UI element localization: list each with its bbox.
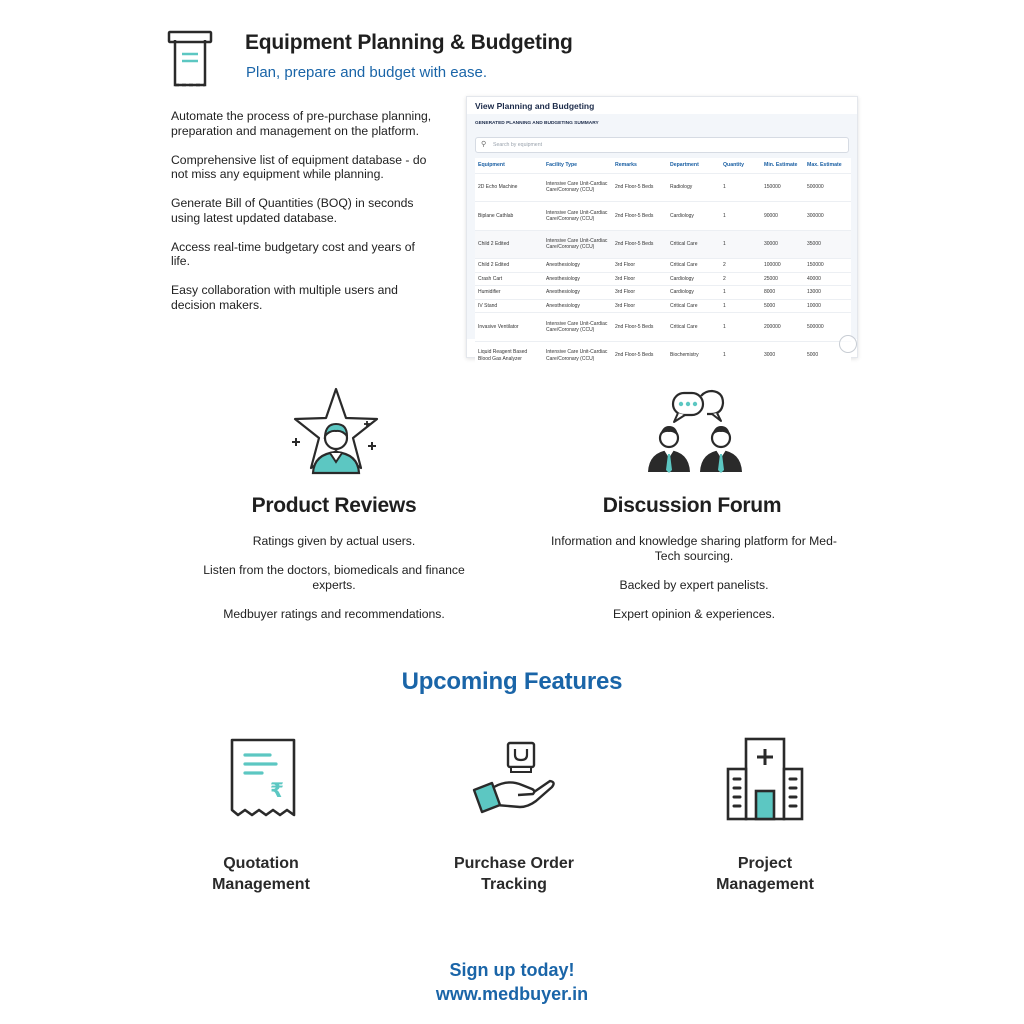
feature-text: Comprehensive list of equipment database - do not miss any equipment while planning. — [171, 152, 427, 182]
table-cell: 2 — [720, 259, 761, 273]
table-cell: Anesthesiology — [543, 286, 612, 300]
star-person-icon — [286, 386, 386, 476]
search-input[interactable] — [475, 137, 849, 153]
column-header[interactable]: Quantity — [723, 162, 745, 169]
feature-quotation-label: Quotation Management — [212, 855, 310, 893]
table-cell: Cardiology — [667, 286, 720, 300]
card-subtitle: GENERATED PLANNING AND BUDGETING SUMMARY — [475, 121, 599, 126]
feature-project-label: Project Management — [716, 855, 814, 893]
table-cell: Humidifier — [475, 286, 543, 300]
table-cell: 3rd Floor — [612, 272, 667, 286]
receipt-printer-icon — [168, 30, 226, 88]
column-header[interactable]: Facility Type — [546, 162, 578, 169]
table-cell: 500000 — [804, 173, 851, 202]
table-cell: Biplane Cathlab — [475, 202, 543, 231]
table-cell: 2 — [720, 272, 761, 286]
budget-table — [475, 158, 851, 370]
table-cell: 5000 — [761, 299, 804, 313]
table-cell: 2D Echo Machine — [475, 173, 543, 202]
planning-screenshot — [466, 96, 858, 362]
feature-text: Generate Bill of Quantities (BOQ) in seconds using latest updated database. — [171, 196, 414, 225]
table-cell: 35000 — [804, 230, 851, 259]
table-header-row — [475, 158, 851, 173]
hospital-building-icon — [722, 735, 812, 825]
table-cell: 2nd Floor-5 Beds — [612, 230, 667, 259]
table-cell: Critical Care — [667, 299, 720, 313]
table-cell: Invasive Ventilator — [475, 313, 543, 342]
table-cell: 1 — [720, 173, 761, 202]
table-cell: Child 2 Edited — [475, 259, 543, 273]
table-cell: Intensive Care Unit-Cardiac Care/Coronary (CCU) — [543, 341, 612, 370]
column-header[interactable]: Max. Estimate — [807, 162, 842, 169]
table-row[interactable] — [475, 173, 851, 202]
table-cell: 3rd Floor — [612, 299, 667, 313]
table-cell: 1 — [720, 230, 761, 259]
table-cell: 150000 — [761, 173, 804, 202]
feature-text: Automate the process of pre-purchase planning, preparation and management on the platform. — [171, 109, 432, 138]
table-cell: 3000 — [761, 341, 804, 370]
card-title: View Planning and Budgeting — [475, 101, 595, 111]
table-cell: Anesthesiology — [543, 299, 612, 313]
feature-text: Access real-time budgetary cost and years of life. — [171, 239, 415, 269]
search-icon: ⚲ — [481, 141, 487, 148]
two-people-chat-icon — [645, 386, 745, 476]
table-cell: 2nd Floor-5 Beds — [612, 202, 667, 231]
reviews-text — [200, 534, 468, 636]
table-cell: 40000 — [804, 272, 851, 286]
table-cell: Critical Care — [667, 259, 720, 273]
rupee-receipt-icon — [218, 735, 308, 825]
table-cell: Cardiology — [667, 272, 720, 286]
table-cell: 10000 — [804, 299, 851, 313]
forum-line: Information and knowledge sharing platform for Med-Tech sourcing. — [551, 534, 837, 563]
table-cell: Liquid Reagent Based Blood Gas Analyzer — [475, 341, 543, 370]
section-subtitle: Plan, prepare and budget with ease. — [246, 64, 488, 81]
column-header[interactable]: Remarks — [615, 162, 637, 169]
table-cell: 500000 — [804, 313, 851, 342]
table-cell: Critical Care — [667, 230, 720, 259]
table-cell: 25000 — [761, 272, 804, 286]
website-link[interactable]: www.medbuyer.in — [435, 984, 589, 1004]
scroll-handle[interactable] — [839, 335, 857, 353]
table-cell: IV Stand — [475, 299, 543, 313]
signup-cta: Sign up today! — [449, 960, 575, 980]
upcoming-title: Upcoming Features — [401, 668, 623, 695]
table-cell: 3rd Floor — [612, 286, 667, 300]
reviews-line: Ratings given by actual users. — [252, 534, 416, 548]
table-cell: 30000 — [761, 230, 804, 259]
feature-purchase-order-label: Purchase Order Tracking — [453, 855, 575, 893]
table-cell: Anesthesiology — [543, 259, 612, 273]
table-cell: 90000 — [761, 202, 804, 231]
table-cell: Intensive Care Unit-Cardiac Care/Coronary (CCU) — [543, 202, 612, 231]
table-row[interactable] — [475, 299, 851, 313]
table-cell: 1 — [720, 202, 761, 231]
table-cell: 300000 — [804, 202, 851, 231]
table-cell: Cardiology — [667, 202, 720, 231]
table-row[interactable] — [475, 313, 851, 342]
table-cell: 5000 — [804, 341, 851, 370]
table-cell: 100000 — [761, 259, 804, 273]
column-header[interactable]: Min. Estimate — [764, 162, 798, 169]
table-cell: Intensive Care Unit-Cardiac Care/Coronary (CCU) — [543, 313, 612, 342]
table-cell: Intensive Care Unit-Cardiac Care/Coronary (CCU) — [543, 173, 612, 202]
table-cell: 13000 — [804, 286, 851, 300]
search-placeholder: Search by equipment — [493, 142, 543, 148]
forum-line: Expert opinion & experiences. — [613, 606, 775, 621]
reviews-title: Product Reviews — [251, 494, 417, 517]
column-header[interactable]: Equipment — [478, 162, 505, 169]
table-cell: Critical Care — [667, 313, 720, 342]
feature-text: Easy collaboration with multiple users and decision makers. — [171, 283, 398, 312]
table-cell: Radiology — [667, 173, 720, 202]
table-cell: 8000 — [761, 286, 804, 300]
table-cell: 150000 — [804, 259, 851, 273]
table-cell: 2nd Floor-5 Beds — [612, 341, 667, 370]
table-row[interactable] — [475, 286, 851, 300]
forum-text — [548, 534, 840, 636]
table-cell: 1 — [720, 299, 761, 313]
table-cell: Anesthesiology — [543, 272, 612, 286]
column-header[interactable]: Department — [670, 162, 699, 169]
table-cell: Biochemistry — [667, 341, 720, 370]
table-cell: 1 — [720, 313, 761, 342]
table-row[interactable] — [475, 272, 851, 286]
table-cell: Child 2 Edited — [475, 230, 543, 259]
table-cell: 200000 — [761, 313, 804, 342]
svg-text:₹: ₹ — [270, 778, 284, 802]
table-row[interactable] — [475, 341, 851, 370]
table-cell: 2nd Floor-5 Beds — [612, 313, 667, 342]
forum-line: Backed by expert panelists. — [619, 577, 769, 592]
hand-package-icon — [470, 735, 560, 825]
table-cell: 1 — [720, 286, 761, 300]
feature-list — [171, 109, 433, 327]
table-cell: Crash Cart — [475, 272, 543, 286]
table-cell: 3rd Floor — [612, 259, 667, 273]
table-row[interactable] — [475, 230, 851, 259]
reviews-line: Listen from the doctors, biomedicals and finance experts. — [203, 562, 465, 592]
table-cell: Intensive Care Unit-Cardiac Care/Coronary (CCU) — [543, 230, 612, 259]
table-row[interactable] — [475, 202, 851, 231]
section-title: Equipment Planning & Budgeting — [245, 31, 573, 54]
table-cell: 1 — [720, 341, 761, 370]
table-row[interactable] — [475, 259, 851, 273]
reviews-line: Medbuyer ratings and recommendations. — [223, 606, 445, 621]
forum-title: Discussion Forum — [602, 494, 782, 517]
table-cell: 2nd Floor-5 Beds — [612, 173, 667, 202]
